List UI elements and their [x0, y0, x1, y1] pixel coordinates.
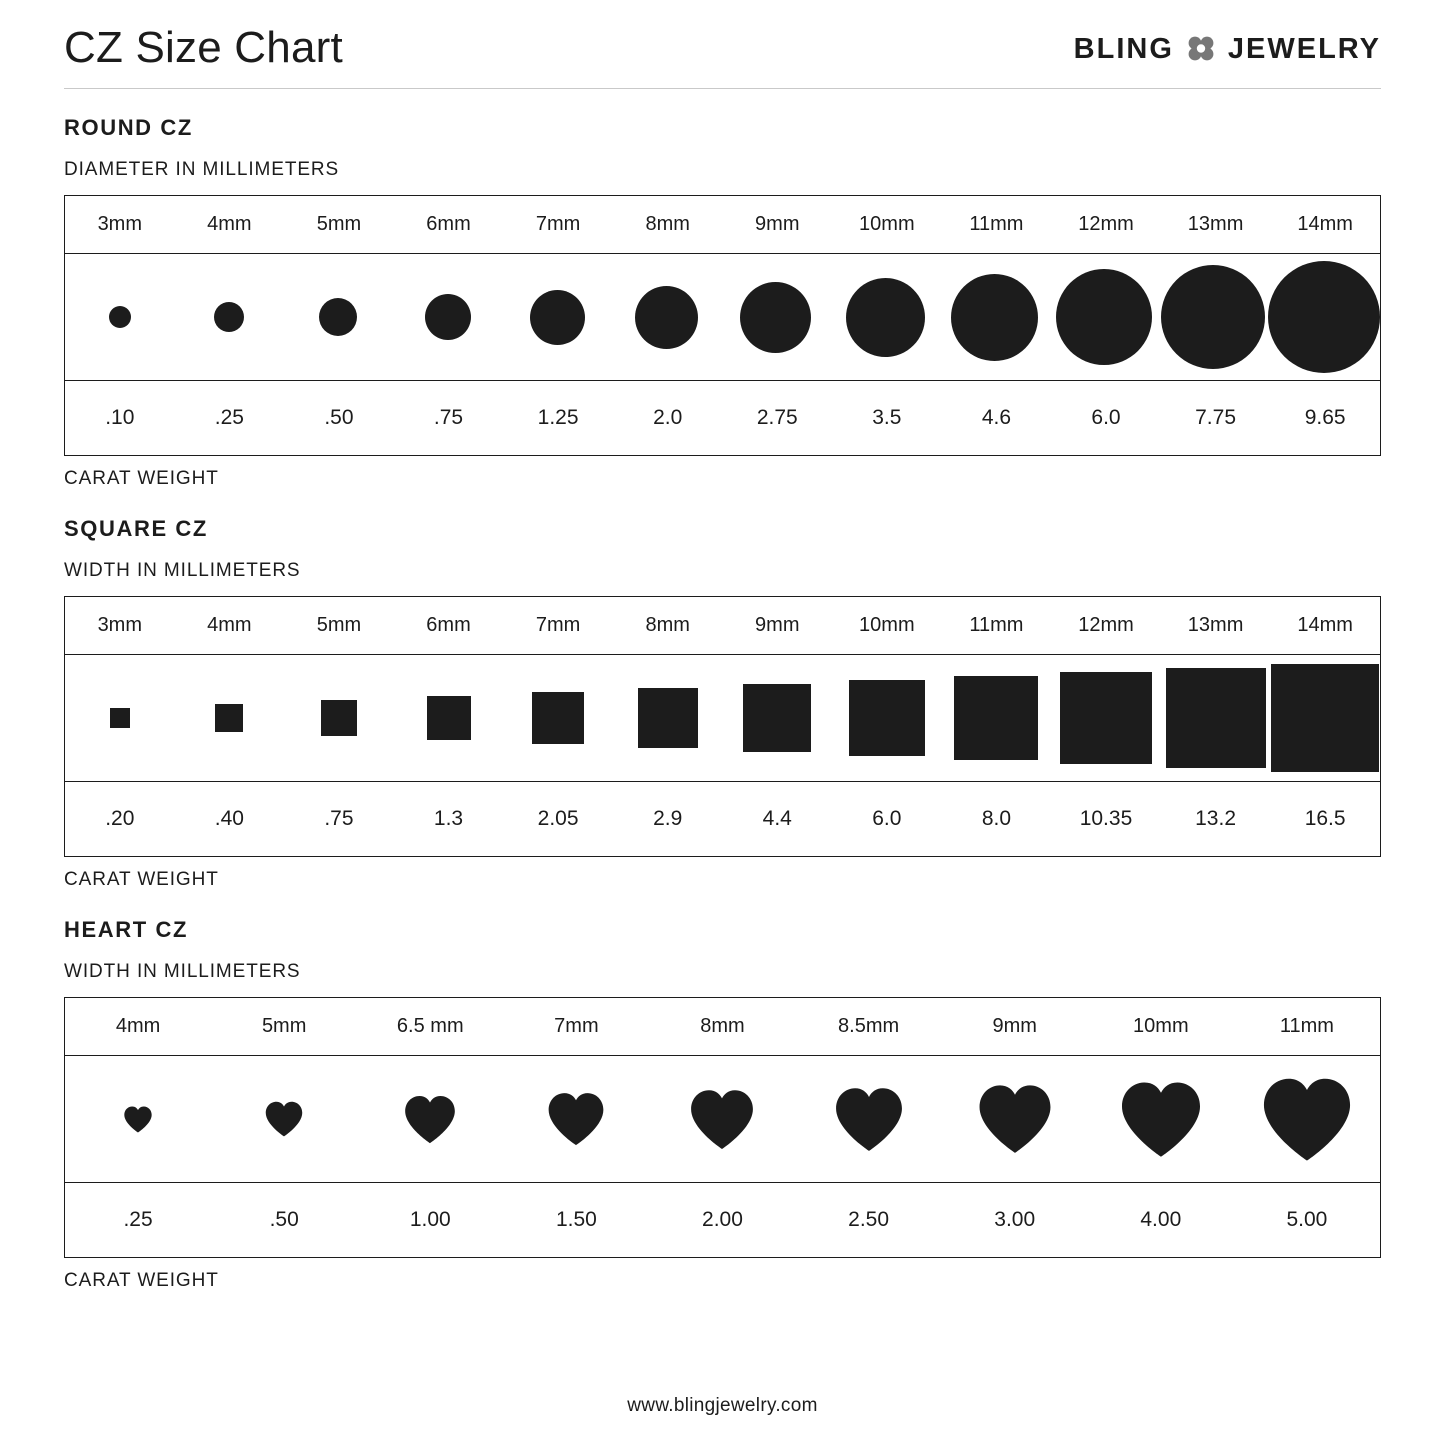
section-title-square: SQUARE CZ [64, 516, 208, 541]
round-swatch [1049, 254, 1158, 380]
size-label: 14mm [1297, 614, 1353, 636]
carat-weight-value: .25 [214, 406, 244, 429]
carat-weight-value: 4.4 [762, 807, 792, 830]
square-swatch [1051, 655, 1161, 781]
round-swatch [174, 254, 283, 380]
carat-weight-value: .10 [105, 406, 135, 429]
table-row [65, 1056, 1380, 1183]
section-title-round: ROUND CZ [64, 115, 193, 140]
size-label: 10mm [1133, 1015, 1189, 1037]
table-row [65, 655, 1380, 782]
size-label: 5mm [261, 1015, 307, 1037]
page-title: CZ Size Chart [64, 23, 343, 72]
website-url: www.blingjewelry.com [627, 1395, 818, 1416]
brand-name-left: BLING [1073, 32, 1174, 65]
brand-logo [1074, 32, 1381, 74]
size-label: 9mm [992, 1015, 1037, 1037]
carat-weight-value: .25 [123, 1208, 153, 1231]
axis-label-round: DIAMETER IN MILLIMETERS [64, 159, 340, 180]
carat-weight-value: .50 [269, 1208, 299, 1231]
round-swatch [393, 254, 502, 380]
carat-weight-value: 1.00 [409, 1208, 451, 1231]
brand-name-right: JEWELRY [1227, 32, 1381, 65]
carat-weight-value: 3.5 [872, 406, 902, 429]
carat-weight-value: 4.00 [1140, 1208, 1182, 1231]
size-label: 10mm [859, 614, 915, 636]
table-row [65, 782, 1380, 856]
carat-weight-value: 6.0 [1091, 406, 1121, 429]
axis-label-heart: WIDTH IN MILLIMETERS [64, 961, 301, 982]
size-label: 13mm [1187, 614, 1244, 636]
size-label: 6mm [426, 614, 471, 636]
size-label: 13mm [1187, 213, 1244, 235]
heart-swatch [503, 1056, 649, 1182]
axis-label-square: WIDTH IN MILLIMETERS [64, 560, 301, 581]
section-square-cz [64, 516, 1381, 891]
carat-weight-value: 1.25 [537, 406, 579, 429]
size-label: 6.5 mm [396, 1015, 464, 1037]
round-swatch [612, 254, 721, 380]
size-label: 12mm [1078, 213, 1134, 235]
heart-swatch [65, 1056, 211, 1182]
size-label: 9mm [755, 213, 800, 235]
table-heart [64, 997, 1381, 1258]
table-row [65, 196, 1380, 254]
square-swatch [284, 655, 394, 781]
carat-weight-value: 1.3 [433, 807, 464, 830]
table-row [65, 254, 1380, 381]
size-label: 4mm [207, 213, 252, 235]
size-label: 12mm [1078, 614, 1134, 636]
footer-label-round: CARAT WEIGHT [64, 468, 219, 489]
size-label: 8.5mm [838, 1015, 900, 1037]
carat-weight-value: .75 [324, 807, 354, 830]
round-swatch [502, 254, 611, 380]
size-label: 11mm [969, 614, 1024, 636]
carat-weight-value: 2.9 [653, 807, 683, 830]
heart-swatch [942, 1056, 1088, 1182]
table-row [65, 1183, 1380, 1257]
carat-weight-value: 16.5 [1304, 807, 1346, 830]
carat-weight-value: 2.50 [848, 1208, 890, 1231]
size-label: 8mm [645, 213, 690, 235]
carat-weight-value: 2.05 [537, 807, 579, 830]
size-label: 8mm [700, 1015, 745, 1037]
table-row [65, 998, 1380, 1056]
carat-weight-value: 10.35 [1079, 807, 1133, 830]
round-swatch [721, 254, 830, 380]
square-swatch [1161, 655, 1271, 781]
carat-weight-value: 2.0 [653, 406, 683, 429]
section-round-cz [64, 115, 1381, 490]
round-swatch [65, 254, 174, 380]
square-swatch [175, 655, 285, 781]
size-label: 11mm [969, 213, 1024, 235]
round-swatch [1159, 254, 1268, 380]
size-label: 11mm [1279, 1015, 1334, 1037]
size-label: 6mm [426, 213, 471, 235]
size-label: 7mm [535, 614, 581, 636]
carat-weight-value: 8.0 [981, 807, 1012, 830]
carat-weight-value: 3.00 [994, 1208, 1036, 1231]
square-swatch [613, 655, 723, 781]
section-heart-cz [64, 917, 1381, 1292]
square-swatch [394, 655, 504, 781]
round-swatch [284, 254, 393, 380]
square-swatch [1270, 655, 1380, 781]
carat-weight-value: .75 [433, 406, 464, 429]
heart-swatch [1088, 1056, 1234, 1182]
carat-weight-value: .20 [105, 807, 135, 830]
round-swatch [1268, 254, 1380, 380]
size-label: 9mm [755, 614, 800, 636]
size-label: 3mm [97, 614, 143, 636]
size-label: 14mm [1297, 213, 1353, 235]
carat-weight-value: .40 [214, 807, 244, 830]
size-label: 5mm [316, 614, 362, 636]
table-round [64, 195, 1381, 456]
table-row [65, 597, 1380, 655]
heart-swatch [357, 1056, 503, 1182]
square-swatch [942, 655, 1052, 781]
carat-weight-value: .50 [324, 406, 354, 429]
carat-weight-value: 9.65 [1304, 406, 1346, 429]
size-label: 7mm [535, 213, 581, 235]
size-label: 8mm [645, 614, 690, 636]
square-swatch [722, 655, 832, 781]
round-swatch [831, 254, 940, 380]
heart-swatch [649, 1056, 795, 1182]
square-swatch [65, 655, 175, 781]
square-swatch [503, 655, 613, 781]
size-label: 5mm [316, 213, 362, 235]
section-title-heart: HEART CZ [64, 917, 189, 942]
carat-weight-value: 1.50 [555, 1208, 597, 1231]
carat-weight-value: 13.2 [1195, 807, 1236, 830]
table-square [64, 596, 1381, 857]
size-label: 7mm [554, 1015, 599, 1037]
carat-weight-value: 6.0 [872, 807, 902, 830]
square-swatch [832, 655, 942, 781]
heart-swatch [1234, 1056, 1380, 1182]
carat-weight-value: 5.00 [1286, 1208, 1328, 1231]
size-label: 10mm [859, 213, 915, 235]
footer-label-heart: CARAT WEIGHT [64, 1270, 219, 1291]
carat-weight-value: 7.75 [1195, 406, 1236, 429]
table-row [65, 381, 1380, 455]
size-label: 4mm [207, 614, 252, 636]
carat-weight-value: 2.75 [756, 406, 798, 429]
carat-weight-value: 4.6 [981, 406, 1012, 429]
footer-label-square: CARAT WEIGHT [64, 869, 219, 890]
size-label: 3mm [97, 213, 143, 235]
page-header [64, 23, 1381, 89]
heart-swatch [211, 1056, 357, 1182]
round-swatch [940, 254, 1049, 380]
heart-swatch [796, 1056, 942, 1182]
carat-weight-value: 2.00 [702, 1208, 743, 1231]
clover-icon [1184, 32, 1218, 66]
size-label: 4mm [115, 1015, 161, 1037]
